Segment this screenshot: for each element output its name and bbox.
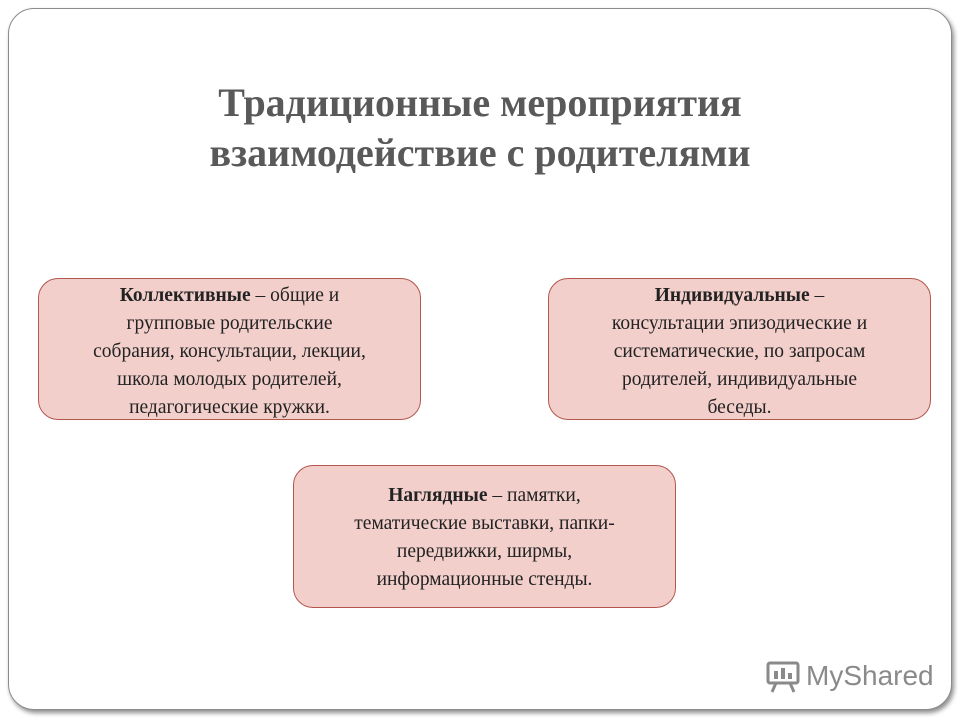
collective-line-1 [49, 282, 410, 310]
watermark [766, 656, 934, 696]
collective-term: Коллективные [119, 285, 251, 306]
individual-line-1 [559, 282, 920, 310]
collective-text-1: – общие и [250, 285, 340, 306]
individual-line-4: родителей, индивидуальные [622, 369, 857, 390]
collective-line-2: групповые родительские [126, 313, 333, 334]
visual-term: Наглядные [388, 485, 488, 506]
individual-line-2: консультации эпизодические и [611, 313, 868, 334]
visual-line-1 [304, 482, 665, 510]
individual-box [548, 278, 931, 420]
slide-title [0, 78, 960, 178]
collective-line-3: собрания, консультации, лекции, [93, 341, 366, 362]
individual-line-5: беседы. [707, 397, 772, 418]
collective-line-4: школа молодых родителей, [117, 369, 342, 390]
visual-text-1: – памятки, [487, 485, 581, 506]
visual-box [293, 465, 676, 608]
individual-line-3: систематические, по запросам [613, 341, 866, 362]
visual-line-4: информационные стенды. [376, 569, 593, 590]
collective-line-5: педагогические кружки. [129, 397, 330, 418]
individual-term: Индивидуальные [654, 285, 810, 306]
presentation-board-icon [766, 659, 800, 693]
watermark-text: MyShared [806, 660, 934, 691]
title-line-1: Традиционные мероприятия [218, 80, 742, 125]
title-line-2: взаимодействие с родителями [209, 130, 751, 175]
visual-line-3: передвижки, ширмы, [396, 541, 573, 562]
individual-text-1: – [809, 285, 825, 306]
collective-box [38, 278, 421, 420]
visual-line-2: тематические выставки, папки- [354, 513, 615, 534]
